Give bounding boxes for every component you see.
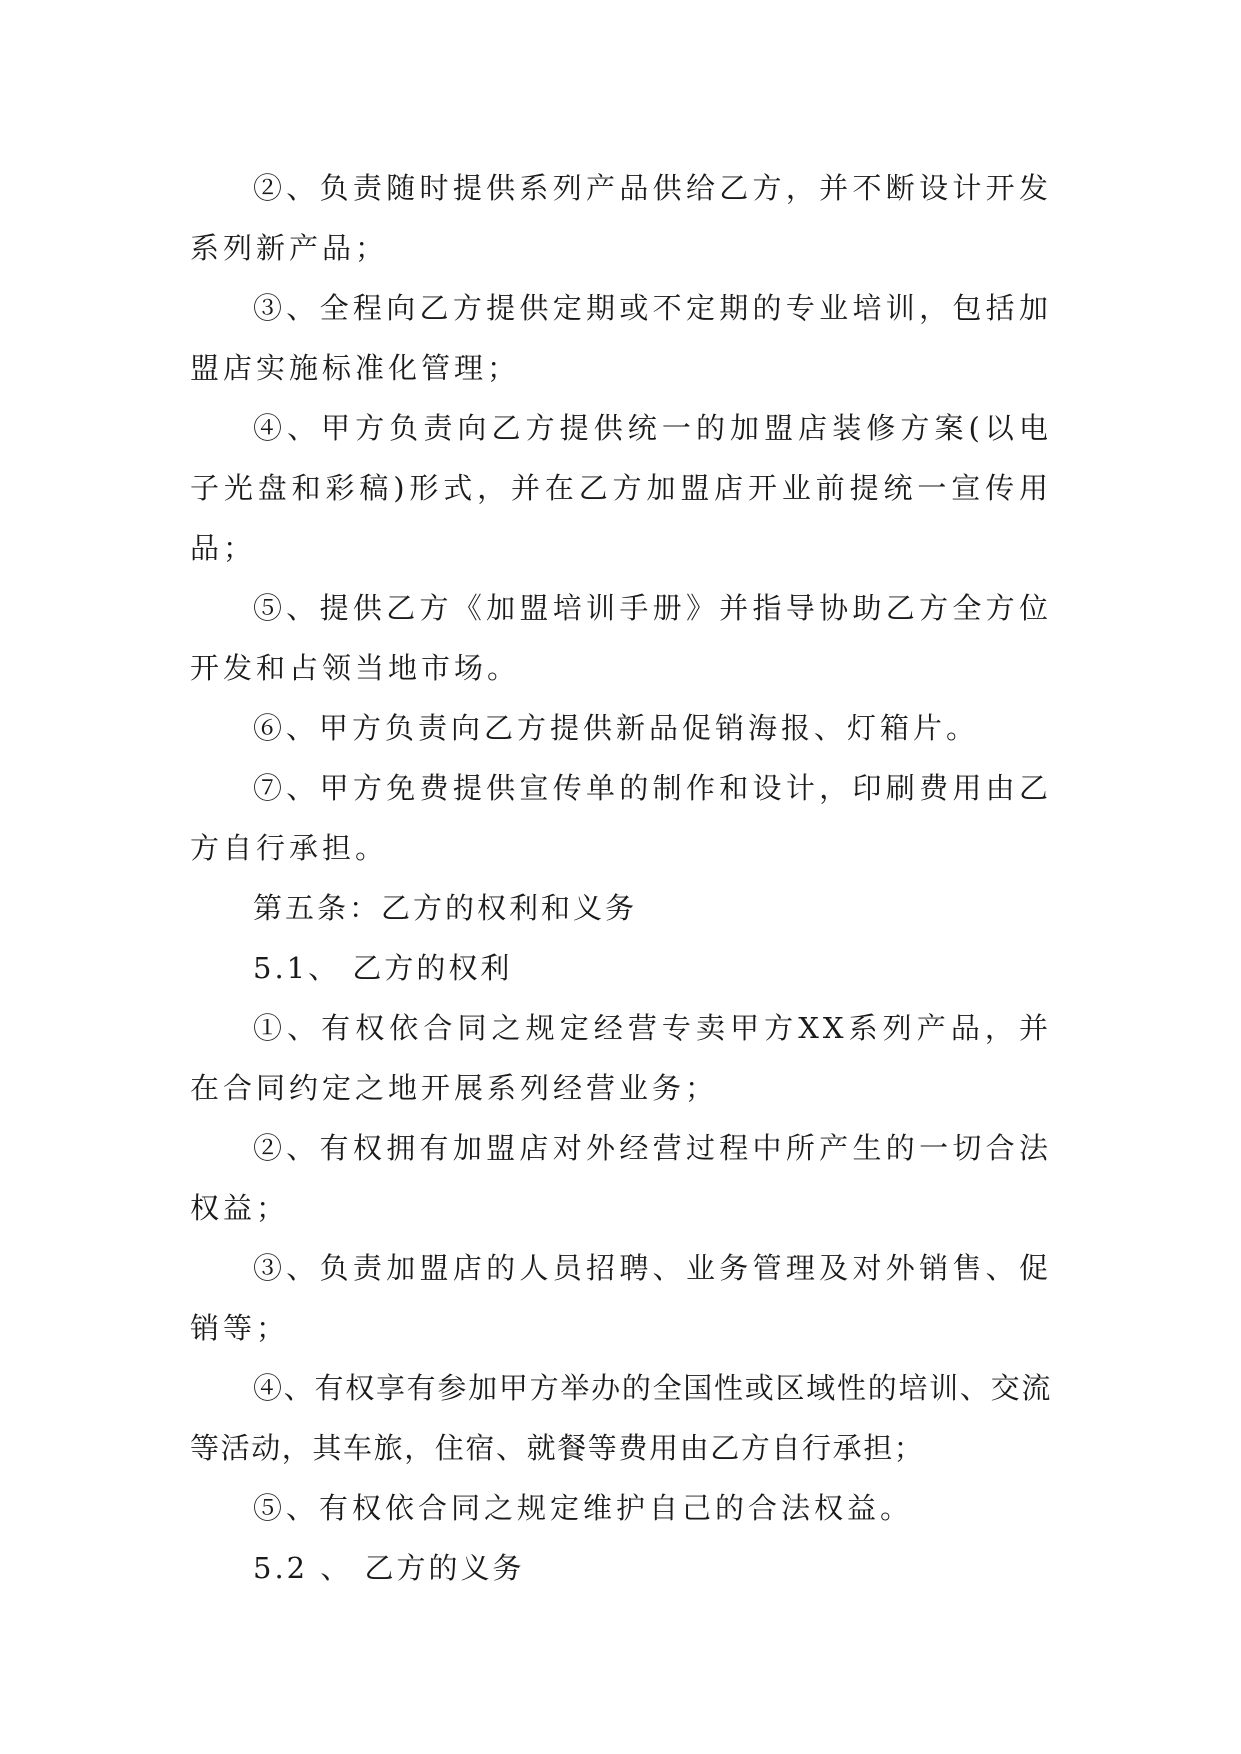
paragraph-party-b-right-3: ③、负责加盟店的人员招聘、业务管理及对外销售、促销等； <box>190 1251 1052 1345</box>
section-5-2-heading: 5.2 、 乙方的义务 <box>253 1551 525 1585</box>
paragraph-party-a-obligation-3: ③、全程向乙方提供定期或不定期的专业培训，包括加盟店实施标准化管理； <box>190 291 1052 385</box>
article-five-heading: 第五条：乙方的权利和义务 <box>253 891 638 925</box>
paragraph-party-a-obligation-7: ⑦、甲方免费提供宣传单的制作和设计，印刷费用由乙方自行承担。 <box>190 771 1052 865</box>
section-5-1-heading: 5.1、 乙方的权利 <box>253 951 513 985</box>
paragraph-party-b-right-2: ②、有权拥有加盟店对外经营过程中所产生的一切合法权益； <box>190 1131 1052 1225</box>
paragraph-party-a-obligation-4: ④、甲方负责向乙方提供统一的加盟店装修方案(以电子光盘和彩稿)形式，并在乙方加盟店开业前提统一宣传用品； <box>190 411 1052 565</box>
document-body <box>190 158 1052 1598</box>
paragraph-party-b-right-1: ①、有权依合同之规定经营专卖甲方XX系列产品，并在合同约定之地开展系列经营业务； <box>190 1011 1052 1105</box>
paragraph-party-a-obligation-6: ⑥、甲方负责向乙方提供新品促销海报、灯箱片。 <box>253 711 980 745</box>
paragraph-party-b-right-4: ④、有权享有参加甲方举办的全国性或区域性的培训、交流等活动，其车旅，住宿、就餐等费用由乙方自行承担； <box>190 1371 1052 1465</box>
paragraph-party-a-obligation-5: ⑤、提供乙方《加盟培训手册》并指导协助乙方全方位开发和占领当地市场。 <box>190 591 1052 685</box>
paragraph-party-b-right-5: ⑤、有权依合同之规定维护自己的合法权益。 <box>253 1491 914 1525</box>
paragraph-party-a-obligation-2: ②、负责随时提供系列产品供给乙方，并不断设计开发系列新产品； <box>190 171 1052 265</box>
